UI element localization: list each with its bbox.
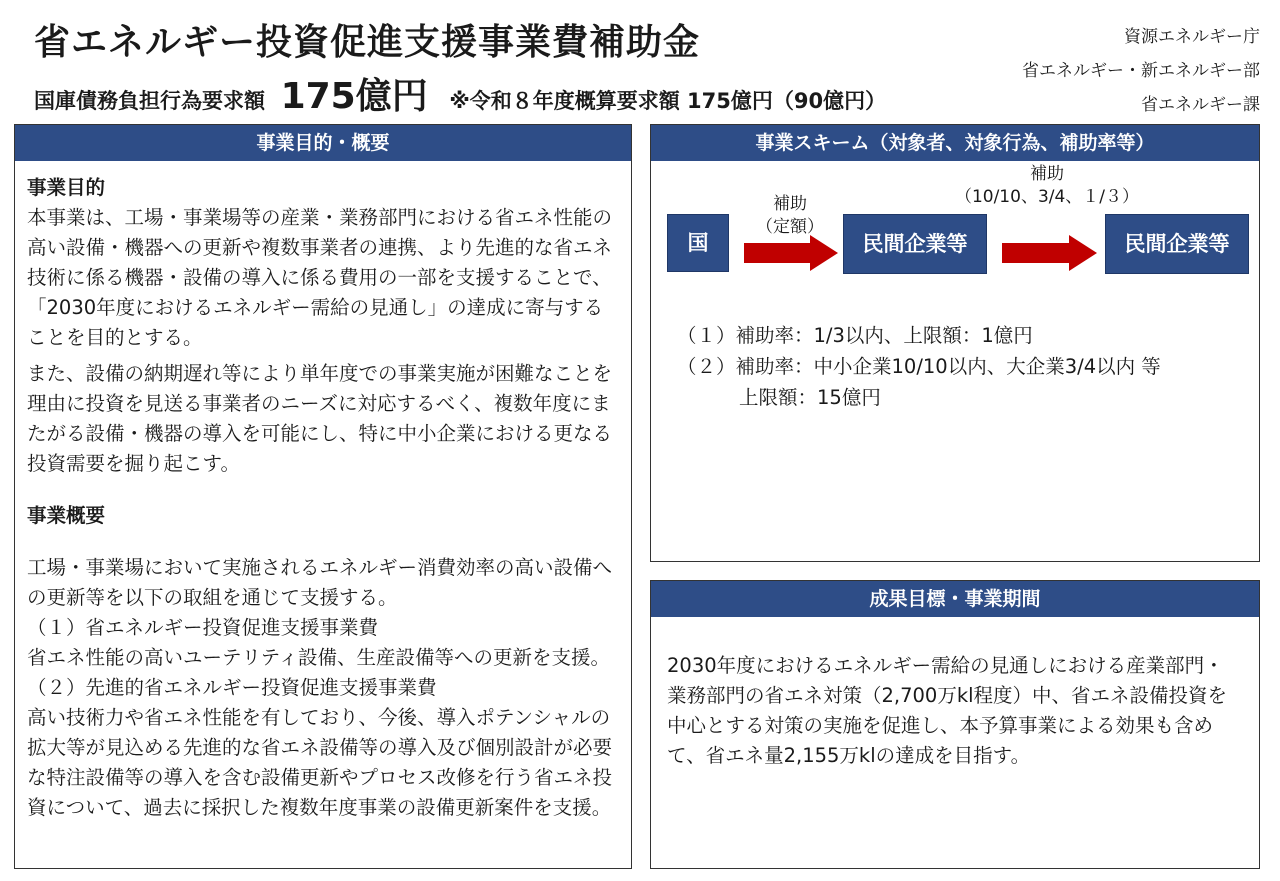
rate-line-2	[677, 351, 1161, 382]
purpose-overview-heading: 事業目的・概要	[15, 125, 631, 161]
page-title: 省エネルギー投資促進支援事業費補助金	[34, 22, 701, 63]
arrow-2-label	[947, 163, 1147, 209]
purpose-paragraph-2: また、設備の納期遅れ等により単年度での事業実施が困難なことを理由に投資を見送る事業者のニーズに対応するべく、複数年度にまたがる設備・機器の導入を可能にし、特に中小企業における更なる投資需要を掘り起こす。	[27, 362, 613, 475]
goal-heading: 成果目標・事業期間	[651, 581, 1259, 617]
agency-line-3: 省エネルギー課	[1141, 95, 1260, 115]
rate-line-1	[677, 320, 1033, 351]
scheme-node-company-2: 民間企業等	[1105, 214, 1249, 274]
overview-item-2-text: 高い技術力や省エネ性能を有しており、今後、導入ポテンシャルの拡大等が見込める先進的な省エネ設備等の導入及び個別設計が必要な特注設備等の導入を含む設備更新やプロセス改修を行う省エネ投資について、過去に採択した複数年度事業の設備更新案件を支援。	[27, 706, 613, 819]
scheme-node-company-1: 民間企業等	[843, 214, 987, 274]
arrow-1-label	[745, 193, 835, 239]
purpose-paragraph-1: 本事業は、工場・事業場等の産業・業務部門における省エネ性能の高い設備・機器への更新や複数事業者の連携、より先進的な省エネ技術に係る機器・設備の導入に係る費用の一部を支援することで、「2030年度におけるエネルギー需給の見通し」の達成に寄与することを目的とする。	[27, 206, 613, 349]
scheme-panel	[650, 124, 1260, 562]
rate-2-number: （２）	[677, 355, 736, 378]
arrow-2-label-main: 補助	[1030, 164, 1064, 184]
goal-panel	[650, 580, 1260, 869]
request-amount: 175億円	[280, 76, 428, 117]
arrow-1-label-sub: （定額）	[756, 217, 824, 237]
arrow-2-label-sub: （10/10、3/4、１/３）	[954, 187, 1140, 207]
overview-item-2-title: （２）先進的省エネルギー投資促進支援事業費	[27, 676, 437, 699]
rate-2-text: 補助率：中小企業10/10以内、大企業3/4以内 等	[735, 355, 1161, 378]
purpose-heading: 事業目的	[27, 176, 106, 199]
rate-2-cap: 上限額：15億円	[739, 386, 881, 409]
rate-1-number: （１）	[677, 324, 736, 347]
purpose-overview-panel	[14, 124, 632, 869]
budget-request	[34, 68, 886, 119]
request-label: 国庫債務負担行為要求額	[34, 89, 265, 113]
request-note: ※令和８年度概算要求額 175億円（90億円）	[449, 89, 887, 113]
arrow-1-icon	[744, 235, 838, 271]
overview-intro: 工場・事業場において実施されるエネルギー消費効率の高い設備への更新等を以下の取組を通じて支援する。	[27, 556, 613, 609]
arrow-1-label-main: 補助	[773, 194, 807, 214]
goal-text: 2030年度におけるエネルギー需給の見通しにおける産業部門・業務部門の省エネ対策（2,700万kl程度）中、省エネ設備投資を中心とする対策の実施を促進し、本予算事業による効果も含めて、省エネ量2,155万klの達成を目指す。	[667, 654, 1228, 767]
agency-line-1: 資源エネルギー庁	[1124, 27, 1260, 47]
agency-block	[1022, 20, 1260, 122]
agency-line-2: 省エネルギー・新エネルギー部	[1022, 61, 1260, 81]
arrow-2-icon	[1002, 235, 1097, 271]
overview-item-1-text: 省エネ性能の高いユーテリティ設備、生産設備等への更新を支援。	[27, 646, 611, 669]
overview-heading: 事業概要	[27, 504, 106, 527]
scheme-heading: 事業スキーム（対象者、対象行為、補助率等）	[651, 125, 1259, 161]
overview-item-1-title: （１）省エネルギー投資促進支援事業費	[27, 616, 379, 639]
rate-1-text: 補助率：1/3以内、上限額：1億円	[735, 324, 1033, 347]
scheme-node-country: 国	[667, 214, 729, 272]
